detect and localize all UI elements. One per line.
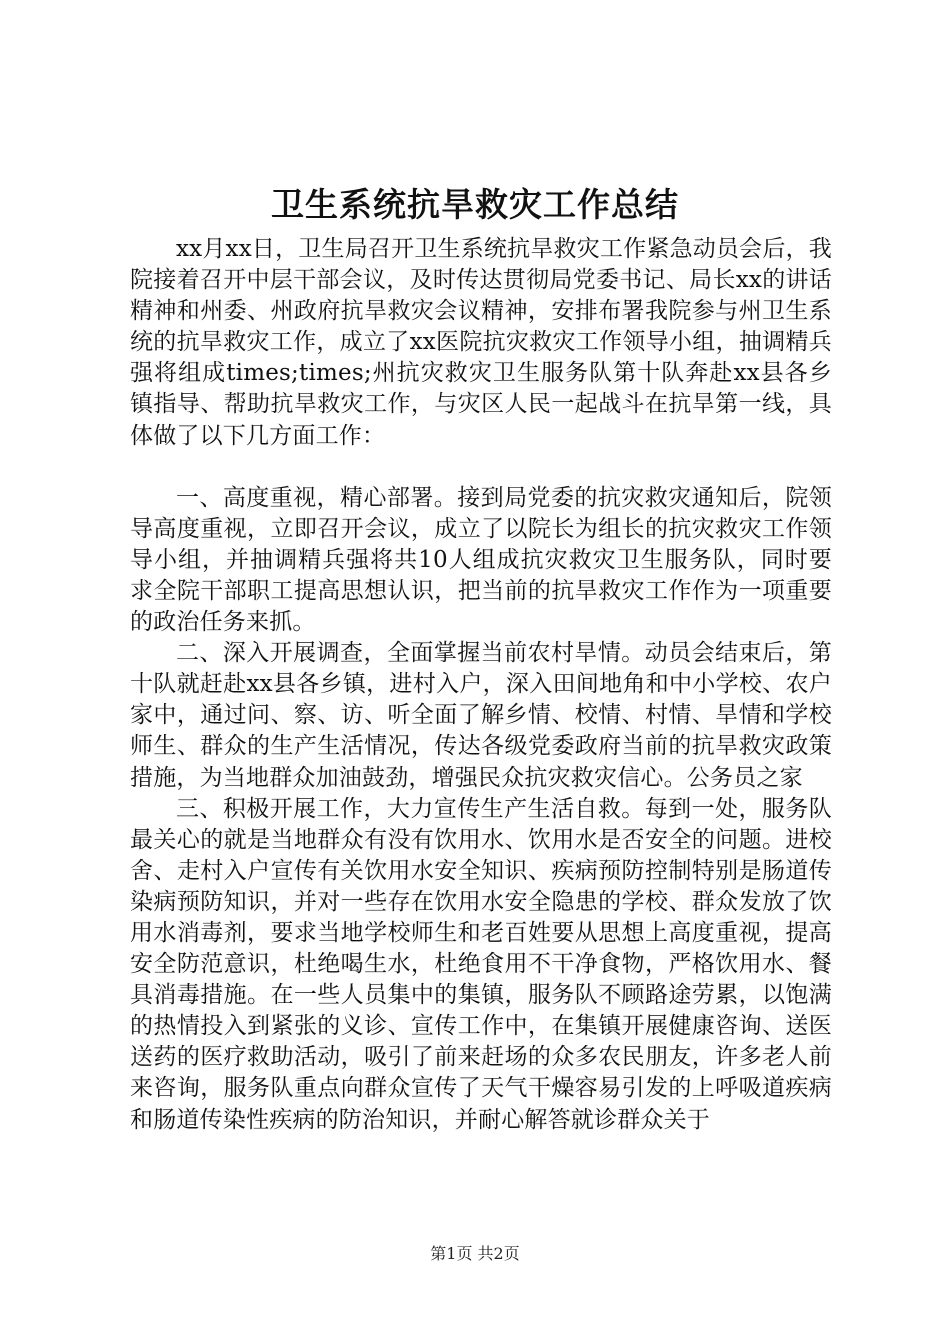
- paragraph-intro: xx月xx日，卫生局召开卫生系统抗旱救灾工作紧急动员会后，我院接着召开中层干部会议，及时传达贯彻局党委书记、局长xx的讲话精神和州委、州政府抗旱救灾会议精神，安排布署我院参与州卫生系统的抗旱救灾工作，成立了xx医院抗灾救灾工作领导小组，抽调精兵强将组成times;times;州抗灾救灾卫生服务队第十队奔赴xx县各乡镇指导、帮助抗旱救灾工作，与灾区人民一起战斗在抗旱第一线，具体做了以下几方面工作：: [130, 236, 832, 449]
- document-body: [130, 234, 832, 1136]
- paragraph-section-1: 一、高度重视，精心部署。接到局党委的抗灾救灾通知后，院领导高度重视，立即召开会议，成立了以院长为组长的抗灾救灾工作领导小组，并抽调精兵强将共10人组成抗灾救灾卫生服务队，同时要求全院干部职工提高思想认识，把当前的抗旱救灾工作作为一项重要的政治任务来抓。: [130, 484, 832, 636]
- paragraph-section-3: 三、积极开展工作，大力宣传生产生活自救。每到一处，服务队最关心的就是当地群众有没有饮用水、饮用水是否安全的问题。进校舍、走村入户宣传有关饮用水安全知识、疾病预防控制特别是肠道传染病预防知识，并对一些存在饮用水安全隐患的学校、群众发放了饮用水消毒剂，要求当地学校师生和老百姓要从思想上高度重视，提高安全防范意识，杜绝喝生水，杜绝食用不干净食物，严格饮用水、餐具消毒措施。在一些人员集中的集镇，服务队不顾路途劳累，以饱满的热情投入到紧张的义诊、宣传工作中，在集镇开展健康咨询、送医送药的医疗救助活动，吸引了前来赶场的众多农民朋友，许多老人前来咨询，服务队重点向群众宣传了天气干燥容易引发的上呼吸道疾病和肠道传染性疾病的防治知识，并耐心解答就诊群众关于: [130, 795, 832, 1133]
- document-title: 卫生系统抗旱救灾工作总结: [271, 185, 679, 224]
- page-number-footer: 第1页 共2页: [430, 1244, 520, 1263]
- paragraph-gap: [130, 452, 832, 483]
- paragraph-section-2: 二、深入开展调查，全面掌握当前农村旱情。动员会结束后，第十队就赶赴xx县各乡镇，进村入户，深入田间地角和中小学校、农户家中，通过问、察、访、听全面了解乡情、校情、村情、旱情和学校师生、群众的生产生活情况，传达各级党委政府当前的抗旱救灾政策措施，为当地群众加油鼓劲，增强民众抗灾救灾信心。公务员之家: [130, 640, 832, 791]
